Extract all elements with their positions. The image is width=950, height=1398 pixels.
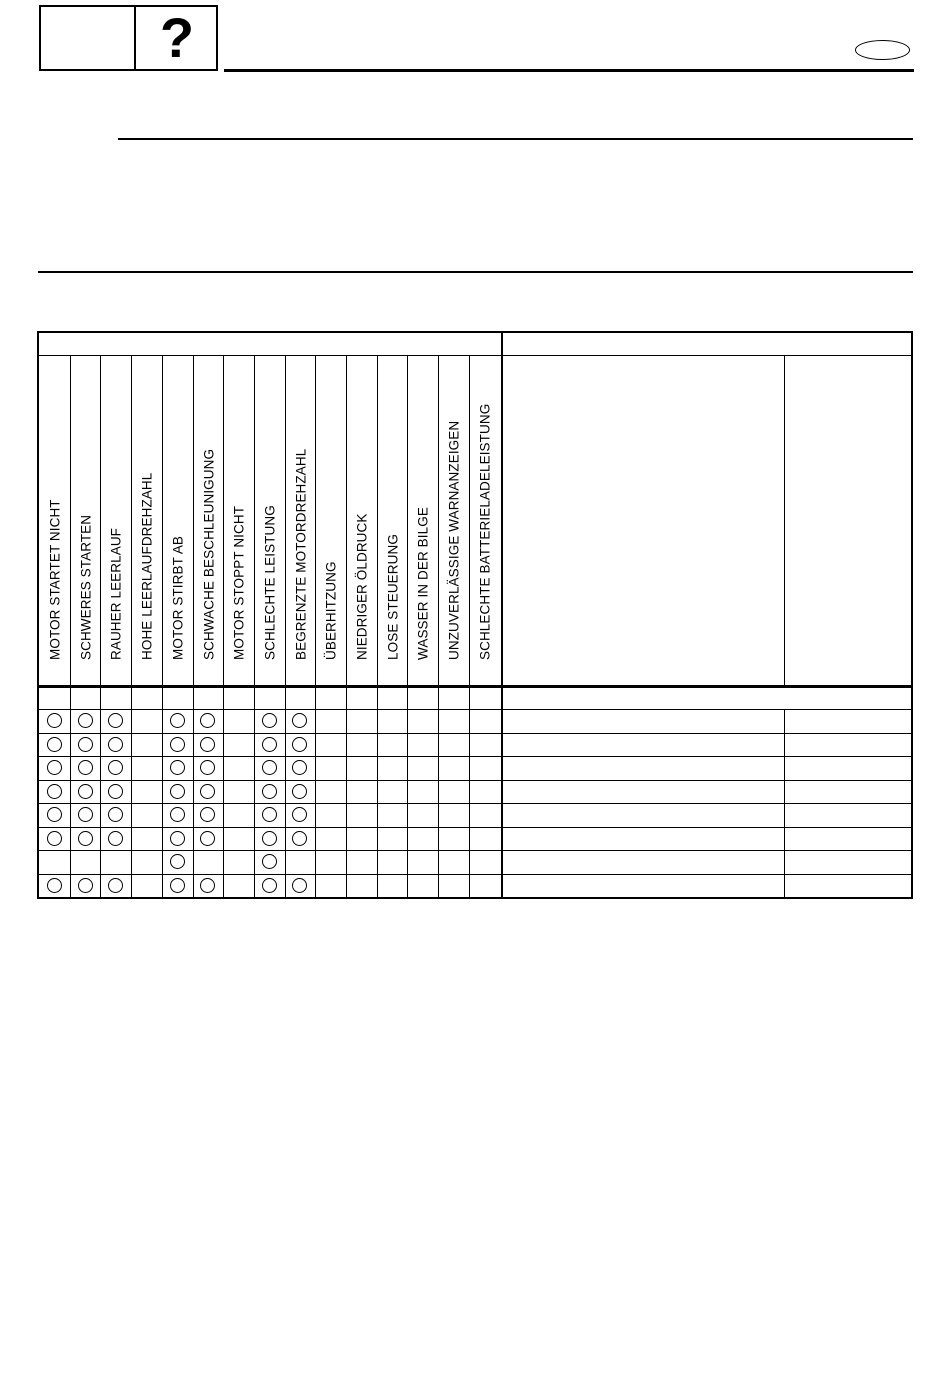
troubleshooting-table	[37, 331, 913, 899]
language-badge	[855, 40, 910, 60]
cause-mark-circle	[200, 713, 215, 728]
header-rule	[224, 69, 914, 72]
symptom-header	[193, 355, 224, 685]
cause-mark-circle	[200, 784, 215, 799]
section-icon-box	[39, 5, 218, 71]
description-separator	[784, 709, 785, 897]
cause-mark-circle	[170, 831, 185, 846]
cause-mark-circle	[47, 713, 62, 728]
cause-mark-circle	[47, 760, 62, 775]
cause-mark-circle	[47, 878, 62, 893]
cause-mark-circle	[108, 713, 123, 728]
symptom-header-label: ÜBERHITZUNG	[323, 561, 338, 660]
cause-mark-circle	[292, 737, 307, 752]
symptom-header	[346, 355, 377, 685]
cause-mark-circle	[292, 878, 307, 893]
symptom-header-label: HOHE LEERLAUFDREHZAHL	[139, 472, 154, 660]
cause-mark-circle	[170, 878, 185, 893]
cause-mark-circle	[170, 854, 185, 869]
symptom-header-label: MOTOR STOPPT NICHT	[231, 505, 246, 660]
cause-mark-circle	[78, 784, 93, 799]
symptom-header-label: WASSER IN DER BILGE	[415, 507, 430, 660]
cause-mark-circle	[108, 807, 123, 822]
cause-mark-circle	[78, 807, 93, 822]
symptom-header-label: BEGRENZTE MOTORDREHZAHL	[293, 448, 308, 660]
cause-mark-circle	[78, 760, 93, 775]
cause-mark-circle	[47, 784, 62, 799]
cause-mark-circle	[78, 831, 93, 846]
row-separator	[39, 780, 911, 781]
cause-mark-circle	[170, 713, 185, 728]
row-separator	[39, 733, 911, 734]
cause-mark-circle	[170, 737, 185, 752]
cause-mark-circle	[108, 737, 123, 752]
symptom-header	[254, 355, 285, 685]
cause-mark-circle	[262, 737, 277, 752]
symptom-header-label: SCHWACHE BESCHLEUNIGUNG	[201, 448, 216, 660]
row-separator	[39, 803, 911, 804]
cause-mark-circle	[47, 831, 62, 846]
cause-mark-circle	[108, 831, 123, 846]
cause-mark-circle	[200, 760, 215, 775]
symptom-header	[438, 355, 469, 685]
cause-mark-circle	[292, 784, 307, 799]
cause-mark-circle	[200, 831, 215, 846]
cause-mark-circle	[170, 784, 185, 799]
cause-mark-circle	[108, 878, 123, 893]
cause-mark-circle	[200, 878, 215, 893]
row-separator	[39, 827, 911, 828]
cause-mark-circle	[292, 713, 307, 728]
row-separator	[39, 874, 911, 875]
symptom-header	[407, 355, 438, 685]
cause-mark-circle	[108, 760, 123, 775]
cause-mark-circle	[78, 878, 93, 893]
cause-mark-circle	[170, 760, 185, 775]
symptom-header	[377, 355, 408, 685]
symptom-header	[315, 355, 346, 685]
symptom-header-label: UNZUVERLÄSSIGE WARNANZEIGEN	[446, 420, 461, 660]
cause-mark-circle	[47, 737, 62, 752]
row-separator	[39, 756, 911, 757]
symptom-header	[70, 355, 101, 685]
header-bottom-line	[39, 685, 911, 688]
symptom-header	[39, 355, 70, 685]
symptom-header	[162, 355, 193, 685]
cause-mark-circle	[262, 854, 277, 869]
subheader-line	[39, 709, 911, 710]
symptom-header	[223, 355, 254, 685]
symptom-header	[285, 355, 316, 685]
symptom-header	[469, 355, 500, 685]
symptom-header-label: MOTOR STARTET NICHT	[47, 499, 62, 660]
description-separator	[784, 355, 785, 685]
section-rule	[38, 271, 913, 273]
cause-mark-circle	[292, 807, 307, 822]
cause-mark-circle	[78, 737, 93, 752]
cause-mark-circle	[262, 807, 277, 822]
cause-mark-circle	[108, 784, 123, 799]
cause-mark-circle	[292, 831, 307, 846]
cause-mark-circle	[262, 784, 277, 799]
symptom-header	[100, 355, 131, 685]
cause-mark-circle	[262, 878, 277, 893]
question-mark-icon: ?	[159, 6, 195, 69]
symptom-header-label: SCHLECHTE BATTERIELADELEISTUNG	[477, 403, 492, 660]
cause-mark-circle	[78, 713, 93, 728]
symptom-header-label: SCHWERES STARTEN	[78, 514, 93, 660]
symptom-header-label: RAUHER LEERLAUF	[108, 527, 123, 660]
cause-mark-circle	[292, 760, 307, 775]
cause-mark-circle	[262, 713, 277, 728]
cause-mark-circle	[170, 807, 185, 822]
row-separator	[39, 850, 911, 851]
cause-mark-circle	[200, 807, 215, 822]
symptom-header-label: MOTOR STIRBT AB	[170, 535, 185, 660]
symptom-header-label: LOSE STEUERUNG	[385, 534, 400, 660]
cause-mark-circle	[47, 807, 62, 822]
symptom-header	[131, 355, 162, 685]
title-rule	[118, 138, 913, 140]
cause-mark-circle	[200, 737, 215, 752]
symptom-block-separator	[501, 333, 503, 897]
symptom-header-label: NIEDRIGER ÖLDRUCK	[354, 513, 369, 660]
symptom-header-label: SCHLECHTE LEISTUNG	[262, 505, 277, 660]
cause-mark-circle	[262, 831, 277, 846]
cause-mark-circle	[262, 760, 277, 775]
